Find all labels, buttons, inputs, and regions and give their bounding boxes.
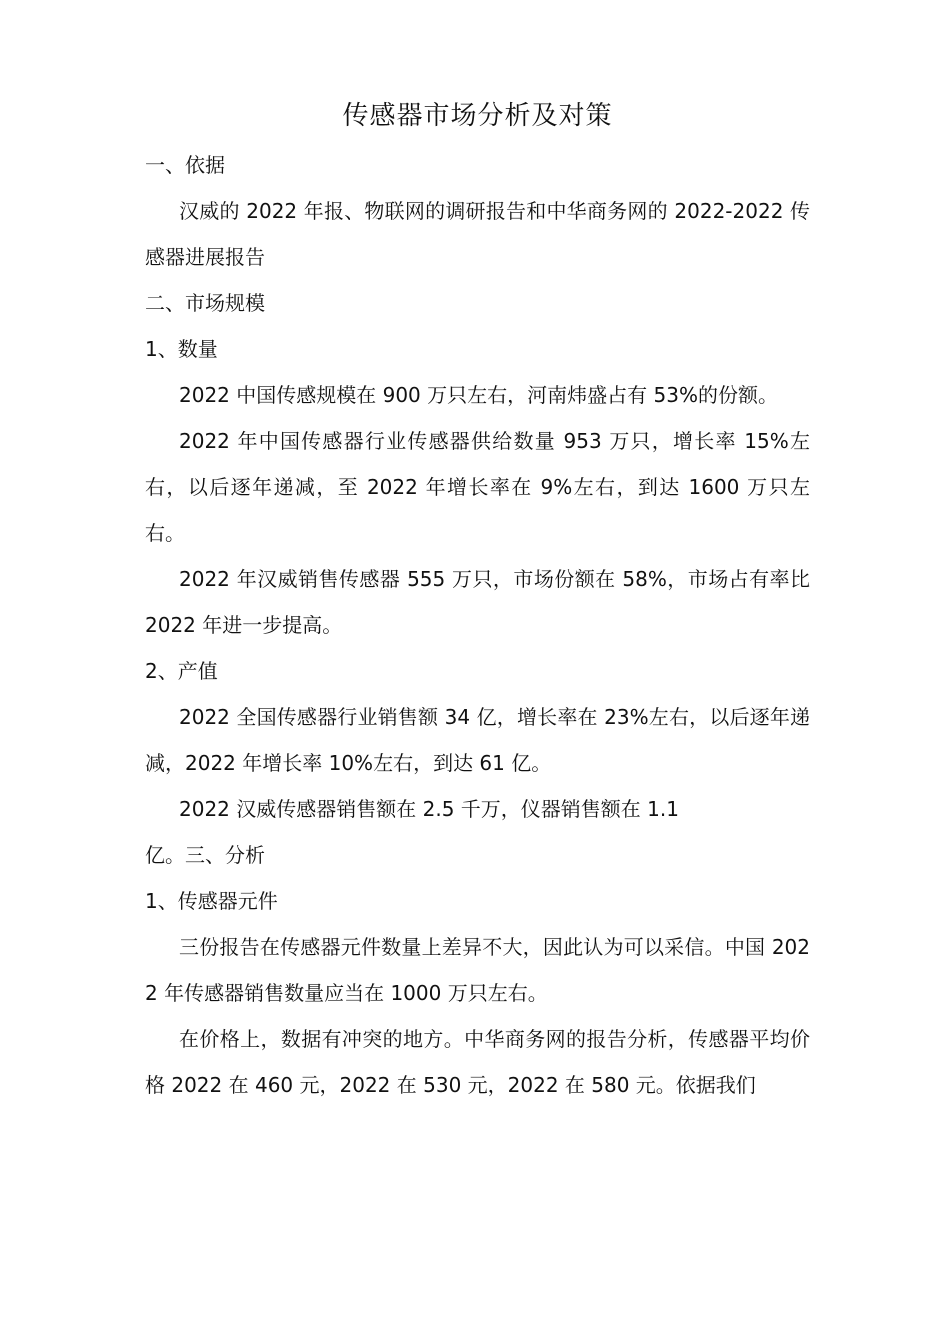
paragraph-basis: 汉威的 2022 年报、物联网的调研报告和中华商务网的 2022-2022 传感器进展报告	[145, 199, 810, 269]
document-body	[145, 96, 810, 1108]
paragraph-analysis-2: 在价格上，数据有冲突的地方。中华商务网的报告分析，传感器平均价格 2022 在 460 元，2022 在 530 元，2022 在 580 元。依据我们	[145, 1027, 810, 1097]
paragraph-quantity-2: 2022 年中国传感器行业传感器供给数量 953 万只，增长率 15%左右，以后逐年递减，至 2022 年增长率在 9%左右，到达 1600 万只左右。	[145, 429, 810, 545]
paragraph-output-value-2: 2022 汉威传感器销售额在 2.5 千万，仪器销售额在 1.1	[179, 797, 679, 821]
paragraph-quantity-1: 2022 中国传感规模在 900 万只左右，河南炜盛占有 53%的份额。	[179, 383, 778, 407]
section-heading-basis: 一、依据	[145, 153, 225, 177]
subheading-output-value: 2、产值	[145, 659, 218, 683]
section-heading-market-size: 二、市场规模	[145, 291, 265, 315]
paragraph-quantity-3: 2022 年汉威销售传感器 555 万只，市场份额在 58%，市场占有率比 2022 年进一步提高。	[145, 567, 810, 637]
document-title: 传感器市场分析及对策	[342, 101, 613, 131]
section-heading-analysis: 亿。三、分析	[145, 843, 265, 867]
subheading-quantity: 1、数量	[145, 337, 218, 361]
subheading-sensor-elements: 1、传感器元件	[145, 889, 278, 913]
paragraph-output-value-1: 2022 全国传感器行业销售额 34 亿，增长率在 23%左右，以后逐年递减，2022 年增长率 10%左右，到达 61 亿。	[145, 705, 810, 775]
paragraph-analysis-1: 三份报告在传感器元件数量上差异不大，因此认为可以采信。中国 2022 年传感器销售数量应当在 1000 万只左右。	[145, 935, 810, 1005]
